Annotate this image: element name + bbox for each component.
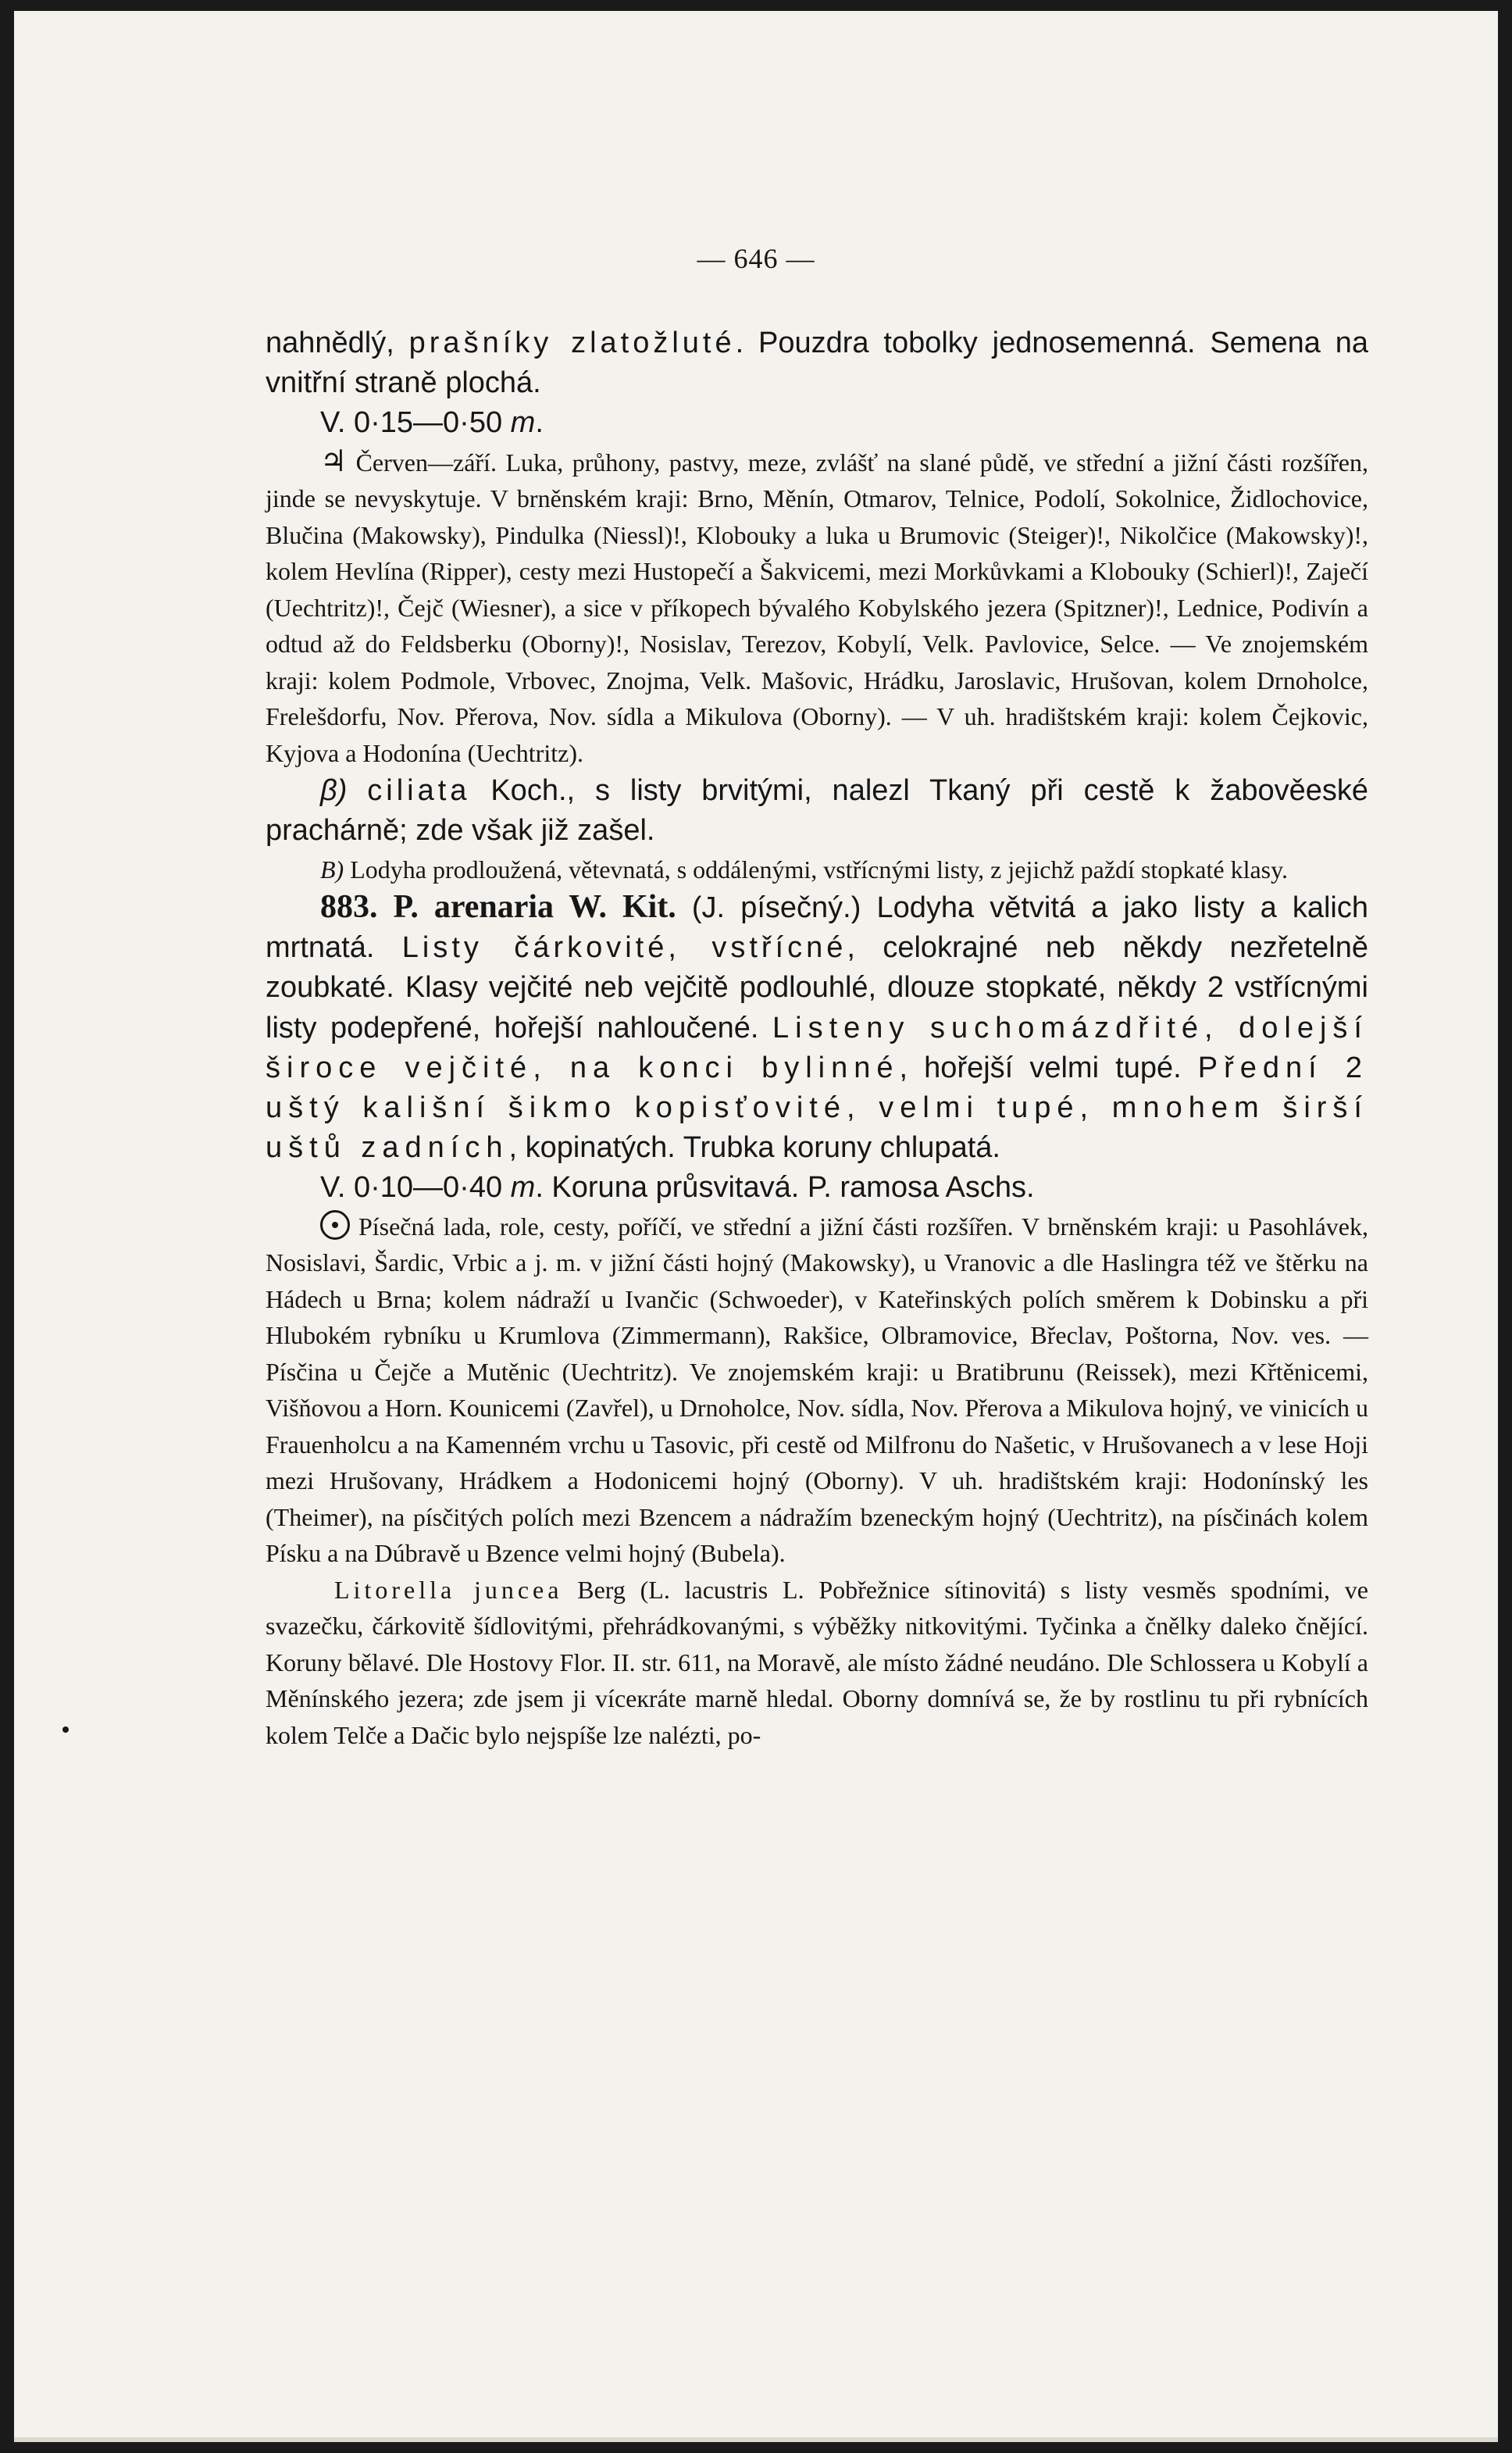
paragraph-variety-ciliata: [266, 771, 1368, 851]
spaced-term-litorella: Litorella juncea: [334, 1575, 563, 1604]
text-run: .: [535, 406, 544, 440]
margin-dot: [62, 1726, 69, 1733]
annual-symbol-icon: [320, 1210, 350, 1240]
text-run: V. 0·10—0·40: [320, 1171, 511, 1205]
paragraph-distribution: [266, 444, 1368, 772]
paragraph-species-883: [266, 887, 1368, 1168]
text-run: , s listy brvitými, nalezl Tkaný při cestě k žabověeské prachárně; zde však již zašel.: [266, 774, 1368, 848]
perennial-symbol-icon: ♃: [320, 445, 348, 478]
text-run: (J. písečný.) Lodyha větvitá a jako listy a kalich mrtnatá.: [266, 891, 1369, 965]
variety-name: ciliata: [367, 774, 471, 808]
paragraph-description-end: [266, 323, 1368, 403]
spaced-term-listeny: Listeny suchomázdřité, dolejší široce vejčité, na konci bylinné: [266, 1011, 1368, 1084]
paragraph-size-883: [266, 1168, 1368, 1208]
page-sheet: [14, 11, 1498, 2442]
page-edge: [14, 2437, 1498, 2442]
text-run: nahnědlý,: [266, 327, 409, 359]
text-run: , kopinatých. Trubka koruny chlupatá.: [508, 1131, 1000, 1165]
variety-author: Koch.: [470, 774, 567, 808]
paragraph-group-b: [266, 852, 1368, 888]
text-run: Lodyha prodloužená, větevnatá, s oddálenými, vstřícnými listy, z jejichž paždí stopkaté klasy.: [344, 855, 1289, 884]
paragraph-litorella: [266, 1572, 1368, 1754]
spaced-term-listy: Listy čárkovité, vstřícné: [401, 931, 847, 965]
spaced-term-prasniky: prašníky zlatožluté: [408, 327, 736, 359]
text-run: Berg (L. lacustris L. Pobřežnice sítinovitá) s listy vesměs spodními, ve svazečku, čárkovitě šídlovitými, přehrádkovanými, s výběžky nitkovitými. Tyčinka a čnělky daleko čnějící. Koruny bělavé. Dle Hostovy Flor. II. str. 611, na Moravě, ale místo žádné neudáno. Dle Schlossera u Kobylí a Měnínského jezera; zde jsem ji víceкráte marně hledal. Oborny domnívá se, že by rostlinu tu při rybnících kolem Telče a Dačic bylo nejspíše lze nalézti, po-: [266, 1575, 1369, 1749]
text-run: . Koruna průsvitavá. P. ramosa Aschs.: [535, 1171, 1035, 1205]
text-run: Písečná lada, role, cesty, poříčí, ve střední a jižní části rozšířen. V brněnském kraji: u Pasohlávek, Nosislavi, Šardic, Vrbic a j. m. v jižní části hojný (Makowsky), u Vranovic a dle Haslingra též ve štěrku na Hádech u Brna; kolem nádraží u Ivančic (Schwoeder), v Kateřinských polích směrem k Dobinsku a při Hlubokém rybníku u Krumlova (Zimmermann), Rakšice, Olbramovice, Břeclav, Poštorna, Nov. ves. — Písčina u Čejče a Mutěnic (Uechtritz). Ve znojemském kraji: u Bratibrunu (Reissek), mezi Křtěnicemi, Višňovou a Horn. Kounicemi (Zavřel), u Drnoholce, Nov. sídla, Nov. Přerova a Mikulova hojný, ve vinicích u Frauenholcu a na Kamenném vrchu u Tasovic, při cestě od Milfronu do Našetic, v Hrušovanech a v lese Hoji mezi Hrušovany, Hrádkem a Hodonicemi hojný (Oborny). V uh. hradištském kraji: Hodonínský les (Theimer), na písčitých polích mezi Bzencem a nádražím bzeneckým hojný (Uechtritz), na písčinách kolem Písku a na Dúbravě u Bzence velmi hojný (Bubela).: [266, 1212, 1368, 1568]
page-number: — 646 —: [697, 243, 815, 274]
paragraph-size: [266, 403, 1368, 443]
text-run: , hořejší velmi tupé.: [899, 1051, 1198, 1084]
page-body: [266, 323, 1368, 1753]
paragraph-distribution-883: [266, 1209, 1368, 1572]
unit-meter: m: [510, 406, 536, 440]
text-run: V. 0·15—0·50: [320, 406, 511, 440]
text-run: . Pouzdra tobolky jednosemenná. Semena na vnitřní straně plochá.: [266, 327, 1368, 400]
text-run: , celokrajné neb někdy nezřetelně zoubkaté. Klasy vejčité neb vejčitě podlouhlé, dlouze stopkaté, někdy 2 vstřícnými listy podepřené, hořejší nahloučené.: [266, 931, 1368, 1044]
species-heading: 883. P. arenaria W. Kit.: [320, 889, 676, 926]
text-run: Červen—září. Luka, průhony, pastvy, meze, zvlášť na slané půdě, ve střední a jižní části rozšířen, jinde se nevyskytuje. V brněnském kraji: Brno, Měnín, Otmarov, Telnice, Podolí, Sokolnice, Židlochovice, Blučina (Makowsky), Pindulka (Niessl)!, Klobouky a luka u Brumovic (Steiger)!, Nikolčice (Makowsky)!, kolem Hevlína (Ripper), cesty mezi Hustopečí a Šakvicemi, mezi Morkůvkami a Klobouky (Schierl)!, Zaječí (Uechtritz)!, Čejč (Wiesner), a sice v příkopech bývalého Kobylského jezera (Spitzner)!, Lednice, Podivín a odtud až do Feldsberku (Oborny)!, Nosislav, Terezov, Kobylí, Velk. Pavlovice, Selce. — Ve znojemském kraji: kolem Podmole, Vrbovec, Znojma, Velk. Mašovic, Hrádku, Jaroslavic, Hrušovan, kolem Drnoholce, Frelešdorfu, Nov. Přerova, Nov. sídla a Mikulova (Oborny). — V uh. hradištském kraji: kolem Čejkovic, Kyjova a Hodonína (Uechtritz).: [266, 448, 1368, 767]
variety-label: β): [320, 774, 348, 808]
spaced-term-ustyt: Přední 2 uštý kališní šikmo kopisťovité, velmi tupé, mnohem širší uštů zadních: [266, 1051, 1368, 1165]
unit-meter: m: [510, 1171, 536, 1205]
group-label: B): [320, 855, 344, 884]
